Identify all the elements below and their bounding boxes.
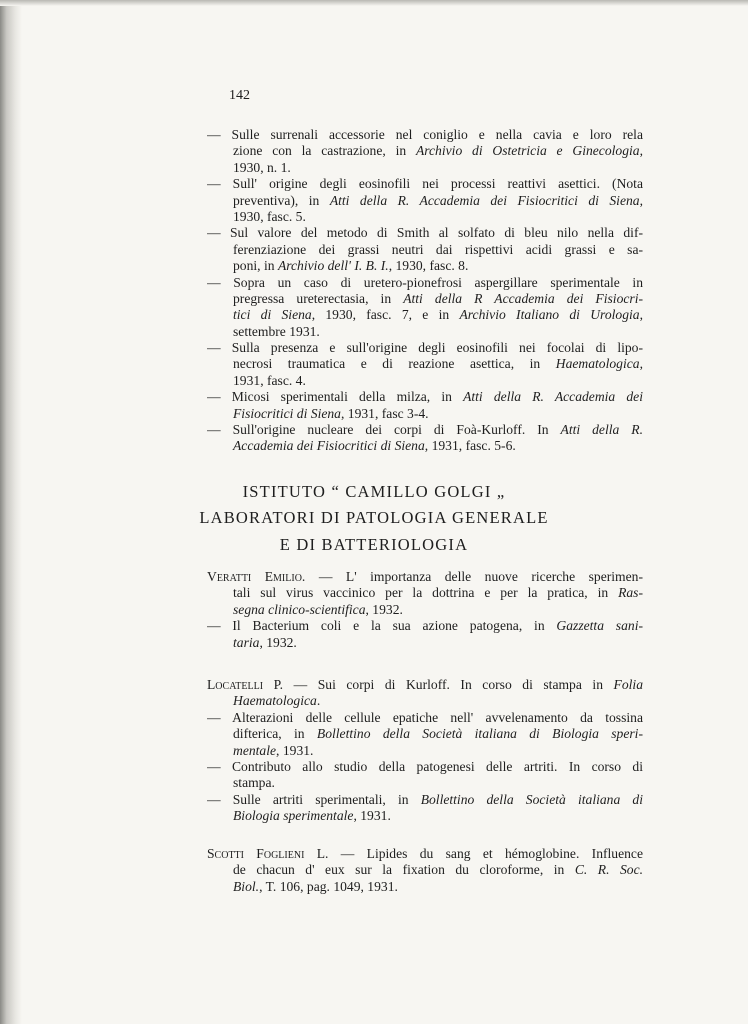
entry-text: — Sull' origine degli eosinofili nei processi reattivi asettici. (Nota <box>207 176 643 192</box>
entry-text: de chacun d' eux sur la fixation du cloroforme, in <box>233 862 575 878</box>
entry-line <box>207 602 643 618</box>
author-name: Locatelli P. <box>207 677 284 692</box>
entry-text: , 1931, fasc 3-4. <box>340 405 429 421</box>
entry-text: , <box>639 192 643 208</box>
journal-title: Archivio Italiano di Urologia <box>459 307 640 323</box>
journal-title: Folia <box>613 677 643 692</box>
journal-title: Haematologica <box>233 693 317 709</box>
bibliography-entry <box>207 846 643 895</box>
entry-line <box>207 677 643 693</box>
entry-text: . <box>316 693 321 709</box>
entry-line <box>207 209 643 225</box>
entry-text: , 1930, fasc. 7, e in <box>311 307 460 323</box>
entry-line <box>207 422 643 438</box>
entry-line <box>207 862 643 878</box>
bibliography-entry <box>207 127 643 176</box>
entry-line <box>207 693 643 709</box>
entry-line <box>207 635 643 651</box>
entry-text: — Sul valore del metodo di Smith al solfato di bleu nilo nella dif- <box>207 225 643 241</box>
entry-text: , <box>639 143 643 159</box>
entry-line <box>207 225 643 241</box>
entry-text: , 1932. <box>259 634 297 650</box>
bibliography-block-veratti <box>207 569 643 651</box>
entry-text: , 1932. <box>365 601 403 617</box>
entry-text: 1930, n. 1. <box>233 159 291 175</box>
entry-text: — Lipides du sang et hémoglobine. Influence <box>328 846 643 861</box>
entry-line <box>207 775 643 791</box>
entry-line <box>207 879 643 895</box>
bibliography-entry <box>207 710 643 759</box>
entry-text: — L' importanza delle nuove ricerche sperimen- <box>305 569 643 584</box>
journal-title: Biologia sperimentale <box>233 808 354 824</box>
journal-title: segna clinico-scientifica <box>233 601 366 617</box>
bibliography-block-locatelli <box>207 677 643 825</box>
entry-text: — Micosi sperimentali della milza, in <box>207 389 464 405</box>
bibliography-entry <box>207 422 643 455</box>
entry-text: , 1931. <box>276 742 314 758</box>
journal-title: Biol. <box>233 878 260 894</box>
entry-text: tali sul virus vaccinico per la dottrina e per la pratica, in <box>233 585 619 601</box>
journal-title: Atti della R. Accademia dei Fisiocritici di Siena <box>329 192 640 208</box>
journal-title: Atti della R. <box>560 422 643 438</box>
entry-text: , <box>639 356 643 372</box>
entry-line <box>207 242 643 258</box>
journal-title: Atti della R. Accademia dei <box>463 389 643 405</box>
journal-title: taria <box>233 634 260 650</box>
entry-text: zione con la castrazione, in <box>233 143 416 159</box>
entry-text: , 1931. <box>353 808 391 824</box>
entry-text: — Alterazioni delle cellule epatiche nell' avvelenamento da tossina <box>207 709 643 725</box>
entry-text: — Sulle artriti sperimentali, in <box>207 791 421 807</box>
journal-title: Gazzetta sani- <box>556 618 643 634</box>
scan-top-edge <box>0 0 748 6</box>
journal-title: Archivio dell' I. B. I. <box>277 258 389 274</box>
entry-text: pregressa ureterectasia, in <box>233 290 404 306</box>
bibliography-entry <box>207 569 643 618</box>
entry-line <box>207 258 643 274</box>
entry-text: — Sui corpi di Kurloff. In corso di stampa in <box>283 677 614 692</box>
entry-text: , 1931, fasc. 5-6. <box>424 438 516 454</box>
entry-text: , <box>639 307 643 323</box>
entry-line <box>207 127 643 143</box>
entry-line <box>207 808 643 824</box>
entry-text: settembre 1931. <box>233 323 320 339</box>
entry-line <box>207 792 643 808</box>
entry-line <box>207 275 643 291</box>
entry-text: stampa. <box>233 775 275 791</box>
bibliography-entry <box>207 176 643 225</box>
department-heading: E DI BATTERIOLOGIA <box>279 535 469 554</box>
entry-line <box>207 618 643 634</box>
journal-title: Bollettino della Società italiana di Biologia speri- <box>316 726 643 742</box>
journal-title: Atti della R Accademia dei Fisiocri- <box>403 290 643 306</box>
laboratory-heading: LABORATORI DI PATOLOGIA GENERALE <box>199 508 549 527</box>
entry-line <box>207 726 643 742</box>
journal-title: tici di Siena <box>233 307 312 323</box>
bibliography-entry <box>207 792 643 825</box>
entry-text: difterica, in <box>233 726 317 742</box>
journal-title: Bollettino della Società italiana di <box>420 791 643 807</box>
author-name: Scotti Foglieni L. <box>207 846 329 861</box>
bibliography-entry <box>207 340 643 389</box>
bibliography-entry <box>207 618 643 651</box>
entry-line <box>207 356 643 372</box>
entry-line <box>207 743 643 759</box>
bibliography-block-scotti <box>207 846 643 895</box>
entry-line <box>207 759 643 775</box>
entry-text: — Contributo allo studio della patogenesi delle artriti. In corso di <box>207 758 643 774</box>
journal-title: Ras- <box>618 585 643 601</box>
page-number: 142 <box>229 88 250 103</box>
entry-text: , 1930, fasc. 8. <box>388 258 469 274</box>
entry-text: — Il Bacterium coli e la sua azione patogena, in <box>207 618 557 634</box>
entry-line <box>207 176 643 192</box>
entry-line <box>207 324 643 340</box>
bibliography-entry <box>207 759 643 792</box>
institute-heading: ISTITUTO “ CAMILLO GOLGI „ <box>242 482 506 501</box>
journal-title: Accademia dei Fisiocritici di Siena <box>233 438 425 454</box>
journal-title: C. R. Soc. <box>574 862 643 878</box>
entry-text: — Sopra un caso di uretero-pionefrosi aspergillare sperimentale in <box>207 274 643 290</box>
entry-text: — Sull'origine nucleare dei corpi di Foà-Kurloff. In <box>207 422 561 438</box>
entry-line <box>207 846 643 862</box>
entry-line <box>207 710 643 726</box>
entry-text: 1930, fasc. 5. <box>233 208 306 224</box>
bibliography-entry <box>207 275 643 341</box>
entry-line <box>207 160 643 176</box>
entry-text: — Sulla presenza e sull'origine degli eosinofili nei focolai di lipo- <box>207 340 643 356</box>
entry-line <box>207 585 643 601</box>
entry-line <box>207 438 643 454</box>
bibliography-block-previous-author <box>207 127 643 455</box>
entry-text: poni, in <box>233 258 278 274</box>
entry-line <box>207 569 643 585</box>
journal-title: mentale <box>233 742 277 758</box>
entry-text: , T. 106, pag. 1049, 1931. <box>259 878 398 894</box>
entry-text: necrosi traumatica e di reazione asettica, in <box>233 356 556 372</box>
entry-line <box>207 291 643 307</box>
journal-title: Fisiocritici di Siena <box>233 405 341 421</box>
entry-line <box>207 143 643 159</box>
entry-line <box>207 389 643 405</box>
entry-line <box>207 340 643 356</box>
bibliography-entry <box>207 677 643 710</box>
journal-title: Archivio di Ostetricia e Ginecologia <box>415 143 640 159</box>
bibliography-entry <box>207 389 643 422</box>
entry-line <box>207 193 643 209</box>
entry-text: ferenziazione dei grassi neutri dai rispettivi acidi grassi e sa- <box>233 241 643 257</box>
journal-title: Haematologica <box>555 356 640 372</box>
entry-line <box>207 373 643 389</box>
entry-line <box>207 406 643 422</box>
entry-line <box>207 307 643 323</box>
entry-text: — Sulle surrenali accessorie nel coniglio e nella cavia e loro rela <box>207 127 643 142</box>
author-name: Veratti Emilio. <box>207 569 306 584</box>
bibliography-entry <box>207 225 643 274</box>
entry-text: preventiva), in <box>233 192 330 208</box>
entry-text: 1931, fasc. 4. <box>233 372 306 388</box>
